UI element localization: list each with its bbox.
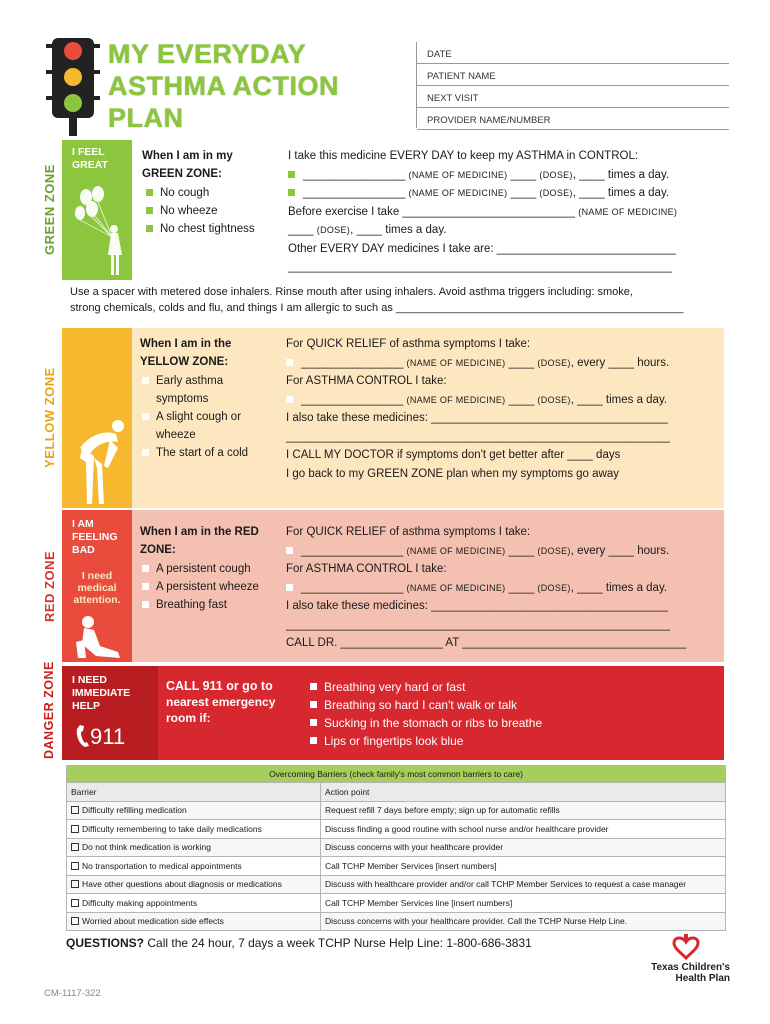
list-item: A persistent wheeze [142,578,277,596]
list-item: No chest tightness [146,220,255,238]
barriers-table [66,765,726,931]
green-zone-tab: I FEEL GREAT [62,140,132,280]
checkbox[interactable] [71,862,79,870]
provider-field[interactable]: PROVIDER NAME/NUMBER [417,108,729,130]
coughing-person-icon [72,418,128,504]
traffic-light-icon [46,38,100,136]
table-row: Difficulty refilling medication Request refill 7 days before empty; sign up for automatic refills [67,801,726,820]
red-zone-heading: When I am in the RED ZONE: [140,526,259,556]
page-title: MY EVERYDAY ASTHMA ACTION PLAN [108,39,339,133]
tchp-logo-icon [668,934,704,962]
barrier-col-header: Barrier [67,783,321,802]
checkbox[interactable] [71,899,79,907]
list-item: Breathing very hard or fast [310,678,542,696]
green-zone-label: GREEN ZONE [42,164,57,256]
date-field[interactable]: DATE [417,42,729,64]
barriers-title: Overcoming Barriers (check family's most common barriers to care) [67,766,726,783]
red-zone-tab: I AM FEELING BAD I need medical attention. [62,510,132,662]
yellow-zone-medicines: For QUICK RELIEF of asthma symptoms I take: ________________ (NAME OF MEDICINE) ____ (DOSE), every ____ hours. For ASTHMA CONTROL I take: ________________ (NAME OF MEDICINE) ____ (DOSE), ____ times a day. I also take these medicines: _____________________________________ ____________________________________________________________ I CALL MY DOCTOR if symptoms don't get better after ____ days I go back to my GREEN ZONE plan when my symptoms go away [286,338,670,480]
list-item: No cough [146,184,255,202]
form-code: CM-1117-322 [44,988,101,999]
patient-name-field[interactable]: PATIENT NAME [417,64,729,86]
table-row: Do not think medication is working Discuss concerns with your healthcare provider [67,838,726,857]
danger-zone-label: DANGER ZONE [42,661,56,759]
yellow-zone-symptoms [142,372,272,462]
green-zone-heading: When I am in my GREEN ZONE: [142,150,233,180]
green-zone-medicines: I take this medicine EVERY DAY to keep my ASTHMA in CONTROL: ________________ (NAME OF MEDICINE) ____ (DOSE), ____ times a day. ________________ (NAME OF MEDICINE) ____ (DOSE), ____ times a day. Before exercise I take ___________________________ (NAME OF MEDICINE) ____ (DOSE), ____ times a day. Other EVERY DAY medicines I take are: ____________________________ ____________________________________________________________ [288,150,678,273]
phone-911: 911 [76,724,125,750]
checkbox[interactable] [71,806,79,814]
table-row: Have other questions about diagnosis or medications Discuss with healthcare provider and/or call TCHP Member Services to request a case manager [67,875,726,894]
spacer-instructions: Use a spacer with metered dose inhalers. Rinse mouth after using inhalers. Avoid asthma triggers including: smoke, strong chemicals, colds and flu, and things I am allergic to such as _______________________________________________ [70,286,684,314]
list-item: No wheeze [146,202,255,220]
balloons-girl-icon [74,185,128,277]
sitting-person-icon [74,614,124,660]
header-fields [416,42,729,128]
table-row: Difficulty remembering to take daily medications Discuss finding a good routine with school nurse and/or healthcare provider [67,820,726,839]
need-medical-attention: I need medical attention. [73,570,121,606]
table-row: Difficulty making appointments Call TCHP Member Services line [insert numbers] [67,894,726,913]
action-col-header: Action point [321,783,726,802]
red-zone-medicines: For QUICK RELIEF of asthma symptoms I take: ________________ (NAME OF MEDICINE) ____ (DOSE), every ____ hours. For ASTHMA CONTROL I take: ________________ (NAME OF MEDICINE) ____ (DOSE), ____ times a day. I also take these medicines: _____________________________________ ____________________________________________________________ CALL DR. ________________ AT ___________________________________ [286,526,687,649]
danger-zone-tab: I NEED IMMEDIATE HELP 911 [62,666,158,760]
table-row: Worried about medication side effects Discuss concerns with your healthcare provider. Call the TCHP Nurse Help Line. [67,912,726,931]
next-visit-field[interactable]: NEXT VISIT [417,86,729,108]
checkbox[interactable] [71,825,79,833]
list-item: Early asthma symptoms [142,372,272,408]
list-item: Sucking in the stomach or ribs to breathe [310,714,542,732]
questions-line: QUESTIONS? Call the 24 hour, 7 days a week TCHP Nurse Help Line: 1-800-686-3831 [66,936,532,950]
checkbox[interactable] [71,880,79,888]
yellow-zone-heading: When I am in the YELLOW ZONE: [140,338,232,368]
red-zone-label: RED ZONE [42,550,57,622]
list-item: A slight cough or wheeze [142,408,272,444]
list-item: A persistent cough [142,560,277,578]
green-zone-symptoms [146,184,255,238]
danger-zone-symptoms [310,678,542,750]
checkbox[interactable] [71,843,79,851]
list-item: The start of a cold [142,444,272,462]
list-item: Lips or fingertips look blue [310,732,542,750]
yellow-zone-label: YELLOW ZONE [42,367,57,469]
table-row: No transportation to medical appointments Call TCHP Member Services [insert numbers] [67,857,726,876]
phone-icon [76,724,90,748]
list-item: Breathing fast [142,596,277,614]
checkbox[interactable] [71,917,79,925]
list-item: Breathing so hard I can't walk or talk [310,696,542,714]
red-zone-symptoms [142,560,277,614]
tchp-logo-text: Texas Children's Health Plan [651,962,730,984]
call-911-instruction: CALL 911 or go to nearest emergency room if: [166,679,276,725]
yellow-zone-tab [62,328,132,508]
